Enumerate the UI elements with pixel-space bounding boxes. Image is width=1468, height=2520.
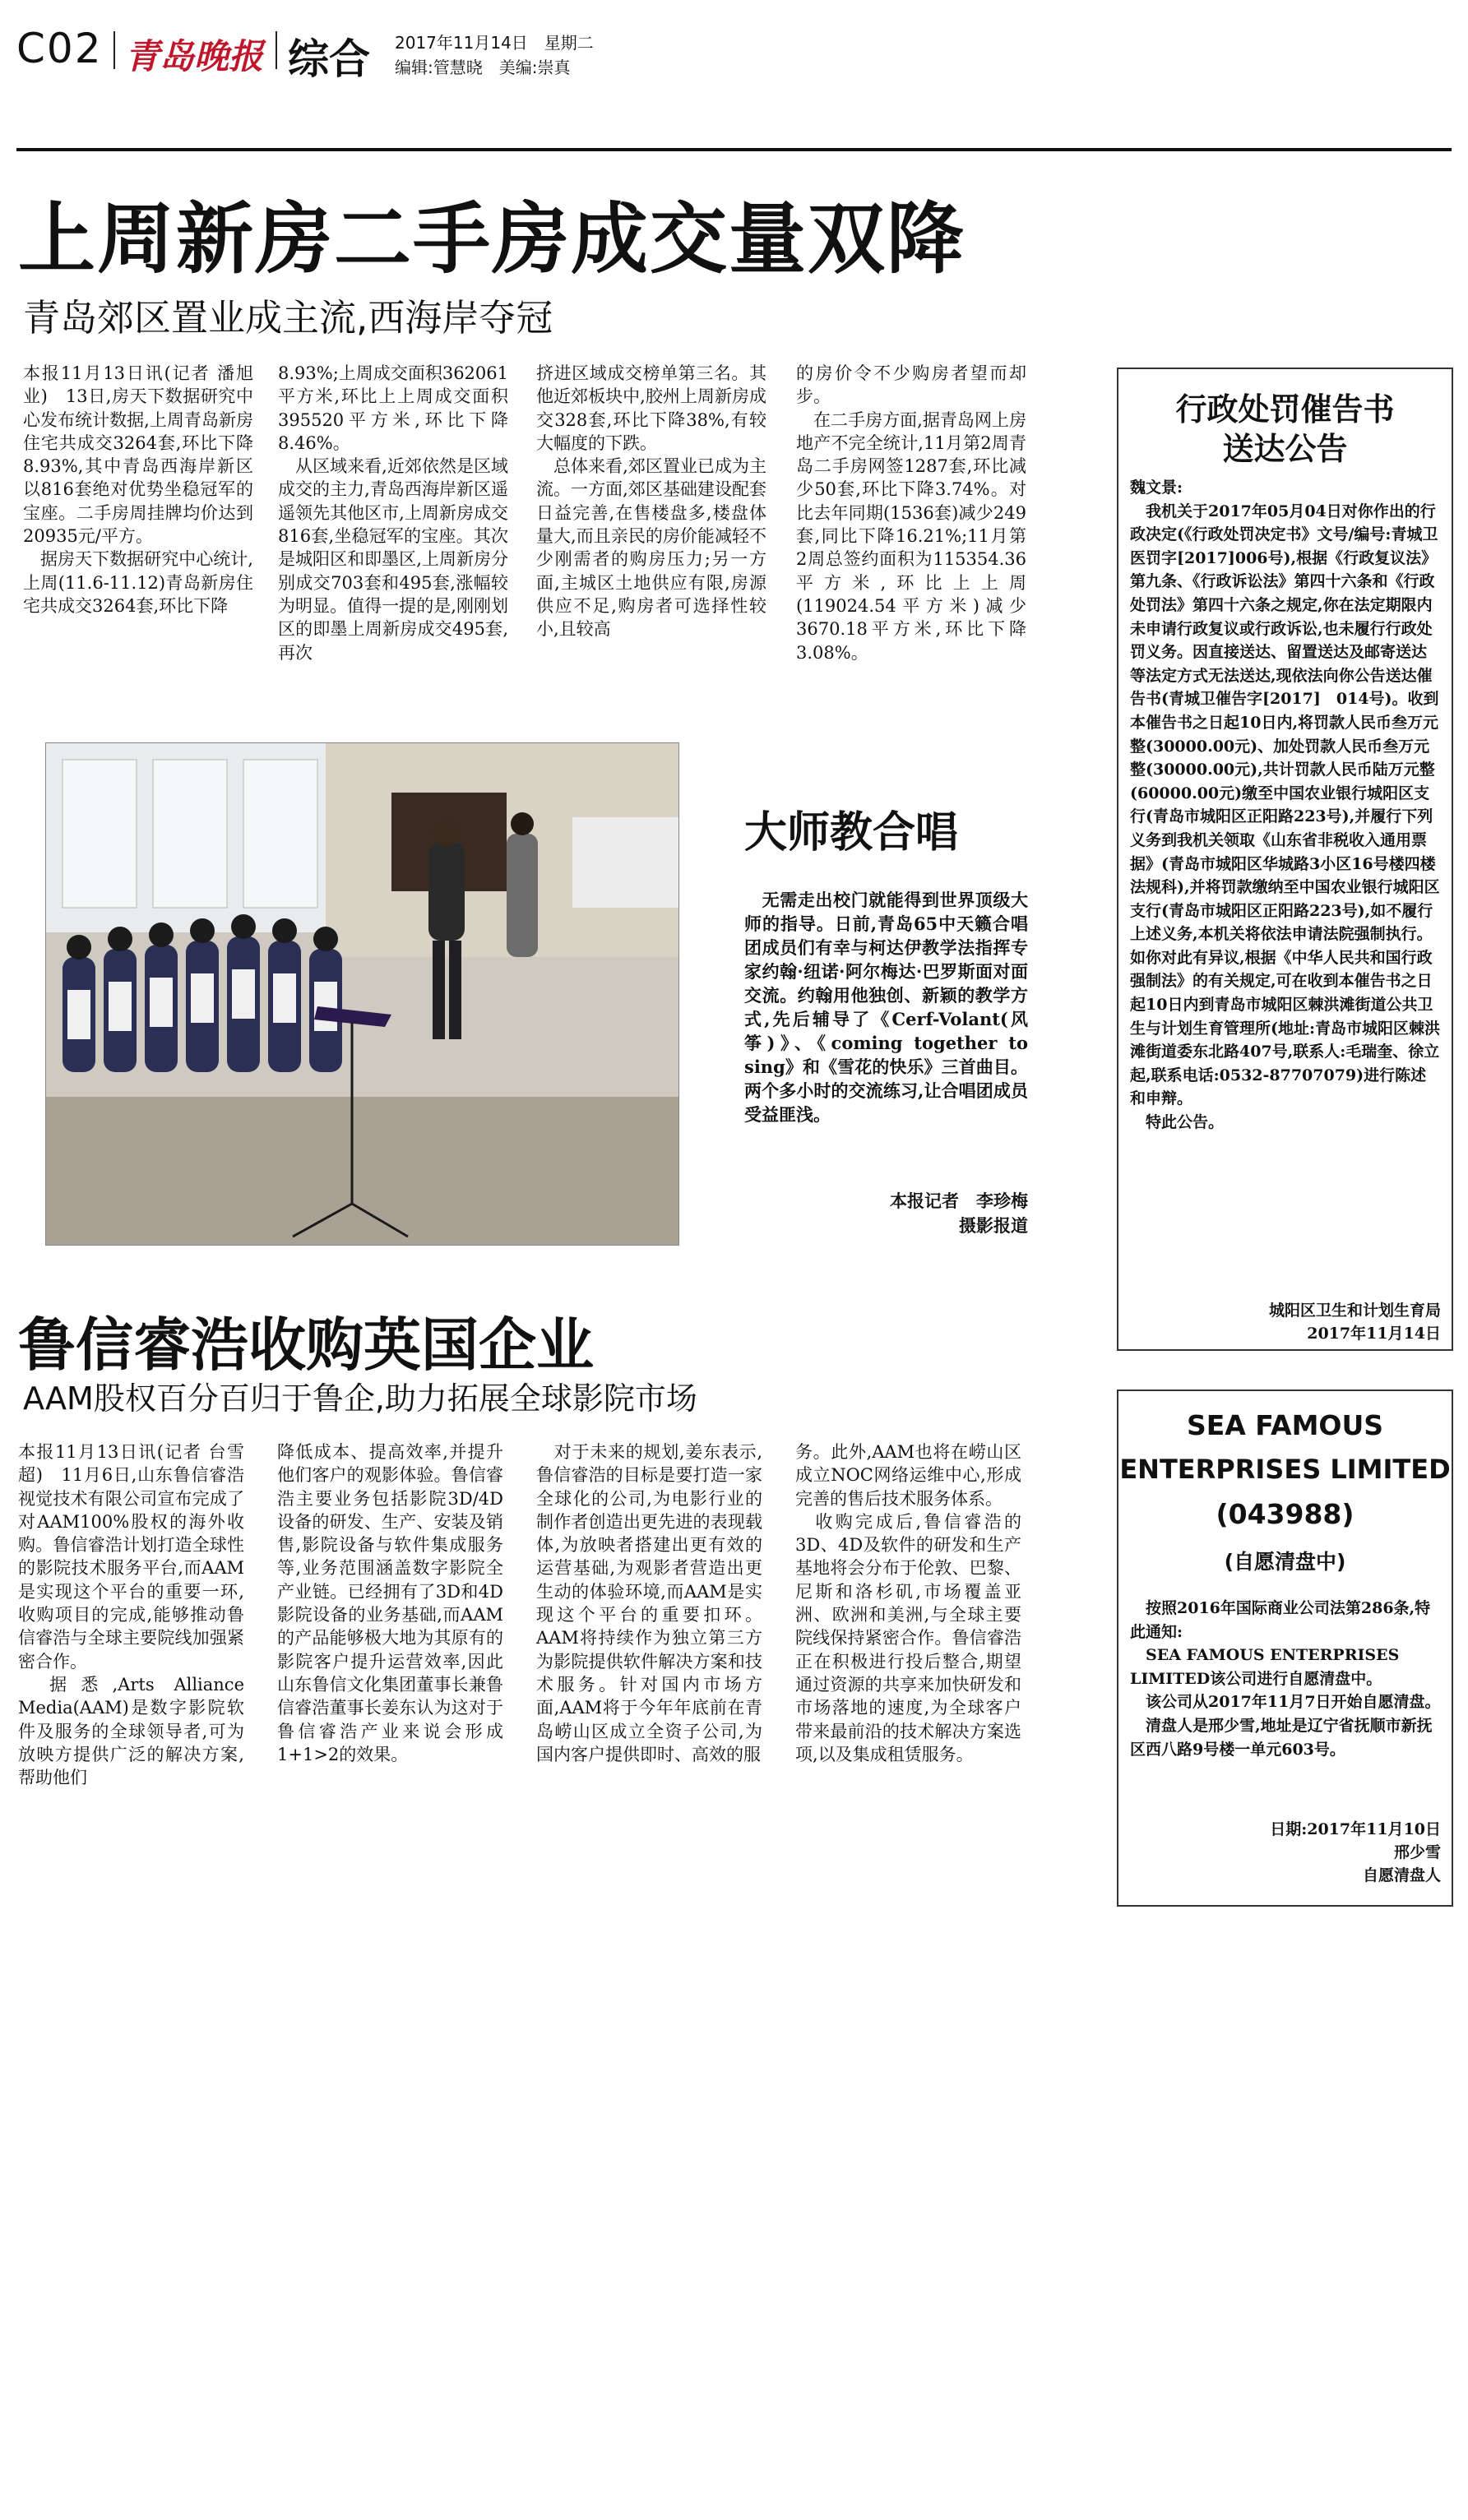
article2-column: 降低成本、提高效率,并提升他们客户的观影体验。鲁信睿浩主要业务包括影院3D/4D设备的研发、生产、安装及销售,影院设备与软件集成服务等,业务范围涵盖数字影院全产业链。已经拥有了3D和4D影院设备的业务基础,而AAM的产品能够极大地为其原有的影院客户提升运营效率,因此山东鲁信文化集团董事长兼鲁信睿浩董事长姜东认为这对于鲁信睿浩产业来说会形成1+1>2的效果。 xyxy=(277,1442,503,1764)
penalty-notice-date: 2017年11月14日 xyxy=(1307,1325,1441,1343)
section-title: 综合 xyxy=(288,35,370,83)
article2-headline: 鲁信睿浩收购英国企业 xyxy=(18,1311,594,1379)
liquidation-notice-box xyxy=(1117,1389,1453,1907)
penalty-notice-title: 行政处罚催告书 xyxy=(1175,391,1395,428)
photo-story-reporter: 本报记者 李珍梅 xyxy=(890,1191,1028,1211)
penalty-notice-box xyxy=(1117,368,1453,1351)
liquidator-role: 自愿清盘人 xyxy=(1362,1866,1441,1884)
masthead-rule xyxy=(16,148,1452,151)
article2-column: 务。此外,AAM也将在崂山区成立NOC网络运维中心,形成完善的售后技术服务体系。 收购完成后,鲁信睿浩的3D、4D及软件的研发和生产基地将会分布于伦敦、巴黎、尼斯和洛杉矶,市场覆盖亚洲、欧洲和美洲,与全球主要院线保持紧密合作。鲁信睿浩正在积极进行投后整合,期望通过资源的共享来加快研发和市场落地的速度,为全球客户带来最前沿的技术解决方案选项,以及集成租赁服务。 xyxy=(795,1442,1021,1764)
photo-story-credit: 摄影报道 xyxy=(959,1215,1028,1236)
article1-column: 8.93%;上周成交面积362061平方米,环比上上周成交面积395520平方米,环比下降8.46%。 从区域来看,近郊依然是区域成交的主力,青岛西海岸新区遥遥领先其他区市,上周新房成交816套,坐稳冠军的宝座。其次是城阳区和即墨区,上周新房分别成交703套和495套,涨幅较为明显。值得一提的是,刚刚划区的即墨上周新房成交495套,再次 xyxy=(278,363,508,663)
divider xyxy=(276,31,277,69)
editor-credits: 编辑:管慧晓 美编:崇真 xyxy=(395,58,571,77)
liquidation-status: (自愿清盘中) xyxy=(1224,1550,1346,1574)
company-number: (043988) xyxy=(1216,1498,1355,1530)
article1-column: 挤进区域成交榜单第三名。其他近郊板块中,胶州上周新房成交328套,环比下降38%,有较大幅度的下跌。 总体来看,郊区置业已成为主流。一方面,郊区基础建设配套日益完善,在售楼盘多,楼盘体量大,而且亲民的房价能减轻不少刚需者的购房压力;另一方面,主城区土地供应有限,房源供应不足,购房者可选择性较小,且较高 xyxy=(536,363,766,640)
masthead xyxy=(16,25,1447,82)
article1-column: 的房价令不少购房者望而却步。 在二手房方面,据青岛网上房地产不完全统计,11月第2周青岛二手房网签1287套,环比减少50套,环比下降3.74%。对比去年同期(1536套)减少249套,同比下降16.21%;11月第2周总签约面积为115354.36平方米,环比上上周(119024.54平方米)减少3670.18平方米,环比下降3.08%。 xyxy=(796,363,1026,663)
penalty-notice-subtitle: 送达公告 xyxy=(1222,431,1348,467)
divider xyxy=(113,31,115,69)
article2-column: 对于未来的规划,姜东表示,鲁信睿浩的目标是要打造一家全球化的公司,为电影行业的制作者创造出更先进的表现载体,为放映者搭建出更有效的运营基础,为观影者营造出更生动的体验环境,而AAM是实现这个平台的重要扣环。AAM将持续作为独立第三方为影院提供软件解决方案和技术服务。针对国内市场方面,AAM将于今年年底前在青岛崂山区成立全资子公司,为国内客户提供即时、高效的服 xyxy=(536,1442,762,1764)
photo-story-title: 大师教合唱 xyxy=(744,808,959,858)
liquidation-notice-body: 按照2016年国际商业公司法第286条,特此通知: SEA FAMOUS ENTERPRISES LIMITED该公司进行自愿清盘中。 该公司从2017年11月7日开始自愿清盘。 清盘人是邢少雪,地址是辽宁省抚顺市新抚区西八路9号楼一单元603号。 xyxy=(1130,1599,1441,1759)
article2-column: 本报11月13日讯(记者 台雪超) 11月6日,山东鲁信睿浩视觉技术有限公司宣布完成了对AAM100%股权的海外收购。鲁信睿浩计划打造全球性的影院技术服务平台,而AAM是实现这个平台的重要一环,收购项目的完成,能够推动鲁信睿浩与全球主要院线加强紧密合作。 据悉,Arts Alliance Media(AAM)是数字影院软件及服务的全球领导者,可为放映方提供广泛的解决方案,帮助他们 xyxy=(18,1442,244,1788)
article1-headline: 上周新房二手房成交量双降 xyxy=(18,195,966,284)
article1-subhead: 青岛郊区置业成主流,西海岸夺冠 xyxy=(23,296,553,340)
penalty-notice-body: 魏文景: 我机关于2017年05月04日对你作出的行政决定(《行政处罚决定书》文号/编号:青城卫医罚字[2017]006号),根据《行政复议法》第九条、《行政诉讼法》第四十六条和《行政处罚法》第四十六条之规定,你在法定期限内未申请行政复议或行政诉讼,也未履行行政处罚义务。因直接送达、留置送达及邮寄送达等法定方式无法送达,现依法向你公告送达催告书(青城卫催告字[2017] 014号)。收到本催告书之日起10日内,将罚款人民币叁万元整(30000.00元)、加处罚款人民币叁万元整(30000.00元),共计罚款人民币陆万元整(60000.00元)缴至中国农业银行城阳区支行(青岛市城阳区正阳路223号),并履行下列义务到我机关领取《山东省非税收入通用票据》(青岛市城阳区华城路3小区16号楼四楼法规科),并将罚款缴纳至中国农业银行城阳区支行(青岛市城阳区正阳路223号),如不履行上述义务,本机关将依法申请法院强制执行。如你对此有异议,根据《中华人民共和国行政强制法》的有关规定,可在收到本催告书之日起10日内到青岛市城阳区棘洪滩街道公共卫生与计划生育管理所(地址:青岛市城阳区棘洪滩街道委东北路407号,联系人:毛瑞奎、徐立起,联系电话:0532-87707079)进行陈述和申辩。 特此公告。 xyxy=(1130,479,1441,1132)
choir-photo-illustration xyxy=(46,743,678,1245)
liquidation-date: 日期:2017年11月10日 xyxy=(1270,1820,1441,1838)
company-name-line2: ENTERPRISES LIMITED xyxy=(1119,1454,1451,1485)
article1-column: 本报11月13日讯(记者 潘旭业) 13日,房天下数据研究中心发布统计数据,上周青岛新房住宅共成交3264套,环比下降8.93%,其中青岛西海岸新区以816套绝对优势坐稳冠军的宝座。二手房周挂牌均价达到20935元/平方。 据房天下数据研究中心统计,上周(11.6-11.12)青岛新房住宅共成交3264套,环比下降 xyxy=(23,363,253,616)
photo-story-body: 无需走出校门就能得到世界顶级大师的指导。日前,青岛65中天籁合唱团成员们有幸与柯达伊教学法指挥专家约翰·纽诺·阿尔梅达·巴罗斯面对面交流。约翰用他独创、新颖的教学方式,先后辅导了《Cerf-Volant(风筝)》、《coming together to sing》和《雪花的快乐》三首曲目。两个多小时的交流练习,让合唱团成员受益匪浅。 xyxy=(744,890,1028,1125)
article2-subhead: AAM股权百分百归于鲁企,助力拓展全球影院市场 xyxy=(23,1380,697,1417)
penalty-notice-issuer: 城阳区卫生和计划生育局 xyxy=(1268,1302,1441,1320)
newspaper-logo: 青岛晚报 xyxy=(125,36,264,76)
page-number: C02 xyxy=(16,25,103,72)
issue-date: 2017年11月14日 星期二 xyxy=(395,33,594,53)
liquidator-name: 邢少雪 xyxy=(1393,1843,1441,1861)
company-name-line1: SEA FAMOUS xyxy=(1186,1409,1384,1441)
choir-photo xyxy=(45,742,679,1246)
